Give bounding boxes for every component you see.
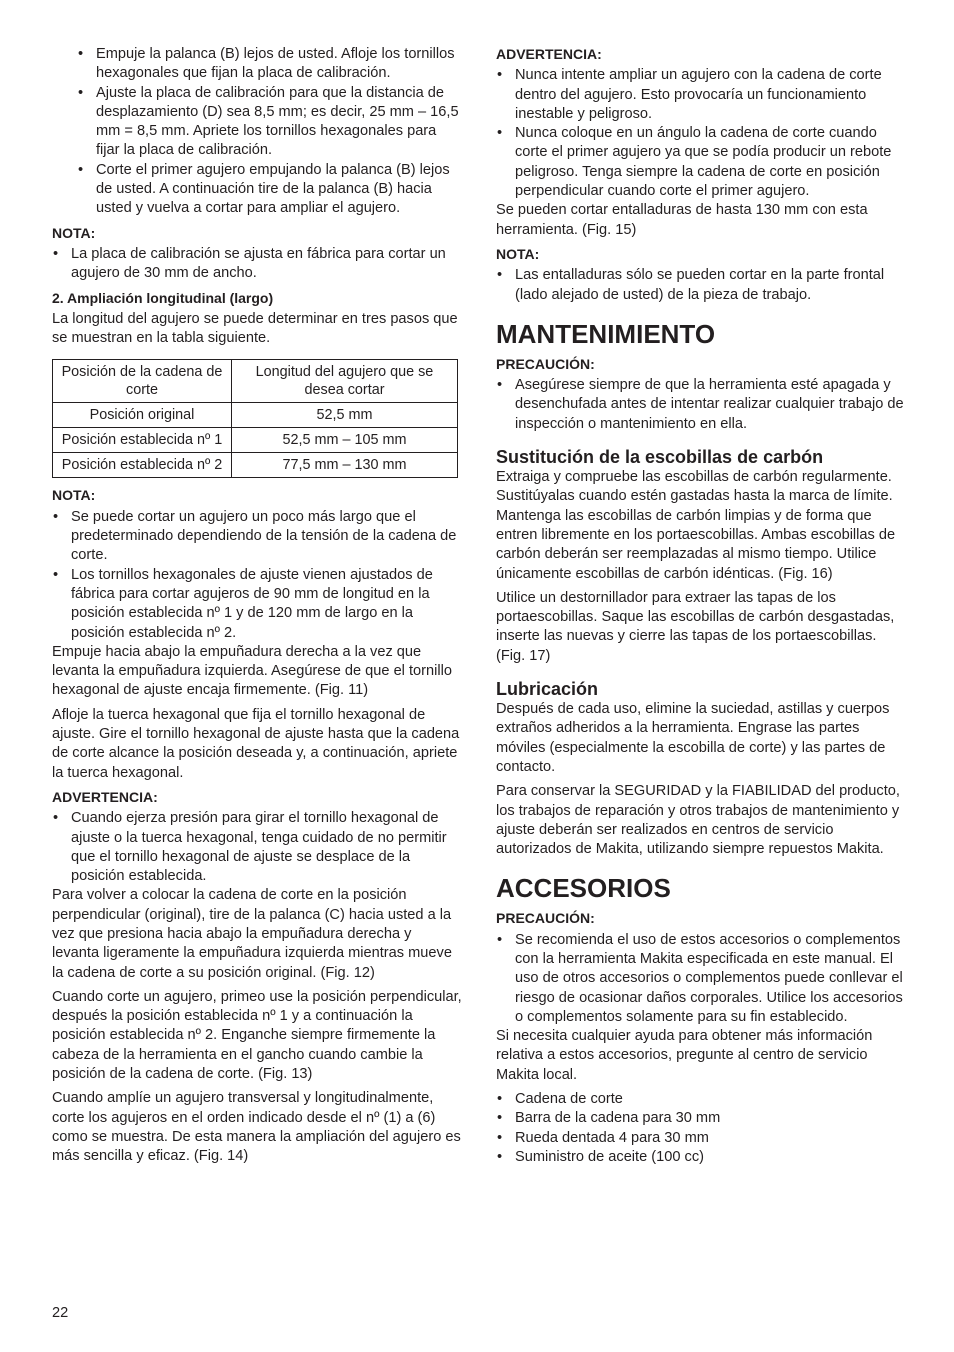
table-cell: Posición establecida nº 1 xyxy=(53,428,232,453)
paragraph: Se pueden cortar entalladuras de hasta 130 mm con esta herramienta. (Fig. 15) xyxy=(496,202,868,238)
list-item: • Cuando ejerza presión para girar el tornillo hexagonal de ajuste o la tuerca hexagonal, tenga cuidado de no permitir que el tornillo hexagonal de ajuste se desplace de la posición establecida. xyxy=(52,809,462,886)
position-length-table xyxy=(52,359,458,478)
list-item: • La placa de calibración se ajusta en fábrica para cortar un agujero de 30 mm de ancho. xyxy=(52,245,462,284)
caution-label: PRECAUCIÓN: xyxy=(496,355,595,372)
list-item: • Cadena de corte xyxy=(496,1090,906,1109)
table-header-cell: Longitud del agujero que se desea cortar xyxy=(232,360,458,403)
note-label: NOTA: xyxy=(496,245,540,262)
table-row xyxy=(53,403,458,428)
table-row xyxy=(53,428,458,453)
page-number: 22 xyxy=(52,1305,69,1321)
calibration-steps-list xyxy=(52,45,462,219)
right-column xyxy=(496,45,906,1172)
note-list xyxy=(52,245,462,284)
paragraph: Utilice un destornillador para extraer las tapas de los portaescobillas. Saque las escobillas de carbón desgastadas, inserte las nuevas y cierre las tapas de los portaescobillas. (Fig. 17) xyxy=(496,589,895,664)
list-item: • Suministro de aceite (100 cc) xyxy=(496,1148,906,1167)
list-item: • Los tornillos hexagonales de ajuste vienen ajustados de fábrica para cortar agujeros de 90 mm de longitud en la posición establecida nº 1 y de 120 mm de largo en la posición establecida nº 2. xyxy=(52,566,462,643)
warning-list xyxy=(52,809,462,886)
note-list xyxy=(496,266,906,305)
subsection-title-lubrication: Lubricación xyxy=(496,679,599,700)
table-cell: 52,5 mm – 105 mm xyxy=(232,428,458,453)
paragraph: Empuje hacia abajo la empuñadura derecha a la vez que levanta la empuñadura izquierda. Asegúrese de que el tornillo hexagonal de ajuste encaja firmemente. (Fig. 11) xyxy=(52,643,452,699)
paragraph: La longitud del agujero se puede determinar en tres pasos que se muestran en la tabla siguiente. xyxy=(52,310,458,347)
table-cell: 77,5 mm – 130 mm xyxy=(232,453,458,478)
list-item: • Empuje la palanca (B) lejos de usted. Afloje los tornillos hexagonales que fijan la placa de calibración. xyxy=(77,45,462,84)
paragraph: Para volver a colocar la cadena de corte en la posición perpendicular (original), tire de la palanca (C) hacia usted a la vez que presiona hacia abajo la empuñadura derecha y levanta ligeramente la empuñadura izquierda mientras mueve la cadena de corte a su posición original. (Fig. 12) xyxy=(52,887,452,981)
list-item: • Barra de la cadena para 30 mm xyxy=(496,1109,906,1128)
paragraph: Extraiga y compruebe las escobillas de carbón regularmente. Sustitúyalas cuando estén gastadas hasta la marca de límite. Mantenga las escobillas de carbón limpias y de forma que entren libremente en los portaescobillas. Ambas escobillas de carbón deberán ser reemplazadas al mismo tiempo. Utilice únicamente escobillas de carbón idénticas. (Fig. 16) xyxy=(496,469,896,582)
subsection-title-carbon-brushes: Sustitución de la escobillas de carbón xyxy=(496,447,824,468)
section-title-maintenance: MANTENIMIENTO xyxy=(496,318,716,349)
list-item: • Ajuste la placa de calibración para que la distancia de desplazamiento (D) sea 8,5 mm; es decir, 25 mm – 16,5 mm = 8,5 mm. Apriete los tornillos hexagonales para fijar la placa de calibración. xyxy=(77,84,462,161)
section-heading: 2. Ampliación longitudinal (largo) xyxy=(52,289,274,306)
table-cell: Posición establecida nº 2 xyxy=(53,453,232,478)
caution-list xyxy=(496,376,906,434)
list-item: • Rueda dentada 4 para 30 mm xyxy=(496,1129,906,1148)
note-label: NOTA: xyxy=(52,224,96,241)
list-item: • Se recomienda el uso de estos accesorios o complementos con la herramienta Makita especificada en este manual. El uso de otros accesorios o complementos puede conllevar el riesgo de ocasionar daños corporales. Utilice los accesorios o complementos solamente para su fin establecido. xyxy=(496,931,906,1027)
table-cell: 52,5 mm xyxy=(232,403,458,428)
table-row xyxy=(53,453,458,478)
caution-label: PRECAUCIÓN: xyxy=(496,910,595,927)
list-item: • Nunca intente ampliar un agujero con la cadena de corte dentro del agujero. Esto provocaría un funcionamiento inestable y peligroso. xyxy=(496,66,906,124)
paragraph: Cuando amplíe un agujero transversal y longitudinalmente, corte los agujeros en el orden indicado desde el nº (1) a (6) como se muestra. De esta manera la ampliación del agujero es más sencilla y eficaz. (Fig. 14) xyxy=(52,1090,461,1165)
warning-label: ADVERTENCIA: xyxy=(496,46,602,62)
warning-list xyxy=(496,66,906,201)
paragraph: Para conservar la SEGURIDAD y la FIABILIDAD del producto, los trabajos de reparación y otros trabajos de mantenimiento y ajuste deberán ser realizados en centros de servicio autorizados de Makita, utilizando siempre repuestos Makita. xyxy=(496,783,900,858)
paragraph: Si necesita cualquier ayuda para obtener más información relativa a estos accesorios, pregunte al centro de servicio Makita local. xyxy=(496,1028,873,1083)
accessories-list xyxy=(496,1090,906,1167)
caution-list xyxy=(496,931,906,1027)
note-list xyxy=(52,508,462,643)
paragraph: Afloje la tuerca hexagonal que fija el tornillo hexagonal de ajuste. Gire el tornillo hexagonal de ajuste hasta que la cadena de corte alcance la posición deseada y, a continuación, apriete la tuerca hexagonal. xyxy=(52,706,460,781)
paragraph: Cuando corte un agujero, primeo use la posición perpendicular, después la posición establecida nº 1 y a continuación la posición establecida nº 2. Enganche siempre firmemente la cabeza de la herramienta en el gancho cuando cambie la posición de la cadena de corte. (Fig. 13) xyxy=(52,988,462,1083)
warning-label: ADVERTENCIA: xyxy=(52,788,158,805)
table-header-cell: Posición de la cadena de corte xyxy=(53,360,232,403)
list-item: • Corte el primer agujero empujando la palanca (B) lejos de usted. A continuación tire de la palanca (B) hacia usted y vuelva a cortar para ampliar el agujero. xyxy=(77,161,462,219)
list-item: • Se puede cortar un agujero un poco más largo que el predeterminado dependiendo de la tensión de la cadena de corte. xyxy=(52,508,462,566)
table-header-row xyxy=(53,360,458,403)
paragraph: Después de cada uso, elimine la suciedad, astillas y cuerpos extraños adheridos a la herramienta. Engrase las partes móviles (especialmente la escobilla de corte) y las partes de contacto. xyxy=(496,701,890,775)
section-title-accessories: ACCESORIOS xyxy=(496,873,671,904)
left-column xyxy=(52,45,462,1172)
table-cell: Posición original xyxy=(53,403,232,428)
list-item: • Las entalladuras sólo se pueden cortar en la parte frontal (lado alejado de usted) de la pieza de trabajo. xyxy=(496,266,906,305)
note-label: NOTA: xyxy=(52,487,96,504)
list-item: • Asegúrese siempre de que la herramienta esté apagada y desenchufada antes de intentar realizar cualquier trabajo de inspección o mantenimiento en ella. xyxy=(496,376,906,434)
list-item: • Nunca coloque en un ángulo la cadena de corte cuando corte el primer agujero ya que se podía producir un rebote peligroso. Tenga siempre la cadena de corte en posición perpendicular cuando corte el primer agujero. xyxy=(496,124,906,201)
